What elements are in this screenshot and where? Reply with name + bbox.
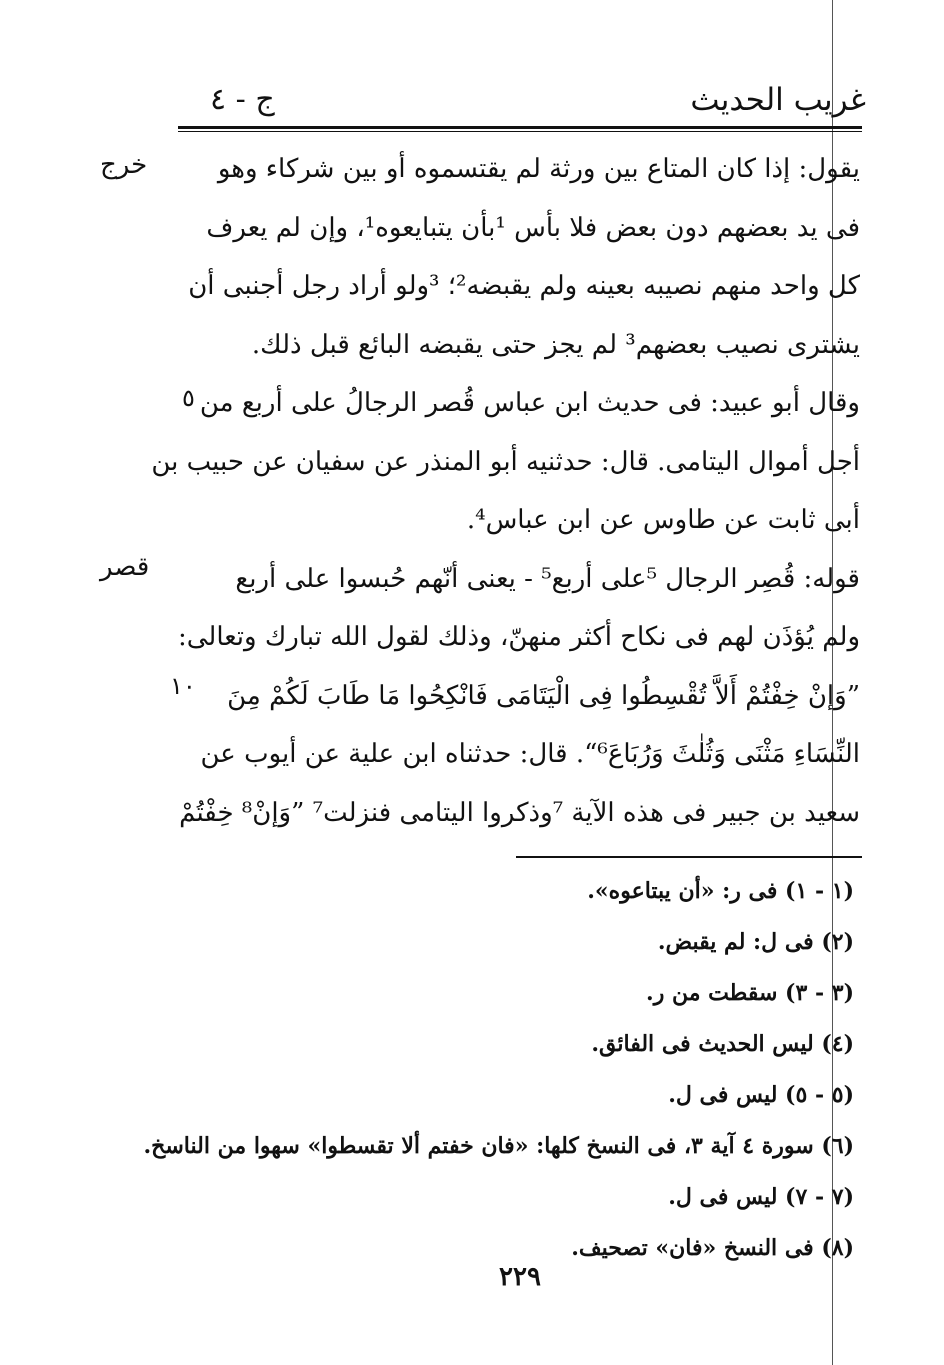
- margin-keyword-qasr: قصر: [100, 552, 150, 582]
- line-number-10: ١٠: [170, 672, 196, 700]
- page-number: ٢٢٩: [499, 1262, 541, 1292]
- text-line: النِّسَاءِ مَثْنَى وَثُلٰثَ وَرُبَاعَ⁶“. قال: حدثناه ابن علية عن أيوب عن: [200, 739, 860, 769]
- text-line: قوله: قُصِر الرجال ⁵على أربع⁵ - يعنى أنّهم حُبسوا على أربع: [235, 563, 860, 594]
- text-line: يشترى نصيب بعضهم³ لم يجز حتى يقبضه البائع قبل ذلك.: [251, 329, 860, 360]
- footnote: (٤) ليس الحديث فى الفائق.: [591, 1031, 854, 1057]
- text-line: ”وَإنْ خِفْتُمْ أَلاَّ تُقْسِطُوا فِى الْيَتَامَى فَانْكِحُوا مَا طَابَ لَكُمْ مِنَ: [227, 680, 860, 711]
- running-title: غريب الحديث: [690, 82, 866, 118]
- text-line: كل واحد منهم نصيبه بعينه ولم يقبضه²؛ ³ولو أراد رجل أجنبى أن: [188, 271, 860, 301]
- text-line: سعيد بن جبير فى هذه الآية ⁷وذكروا اليتامى فنزلت⁷ ”وَإنْ⁸ خِفْتُمْ: [179, 797, 860, 828]
- text-line: وقال أبو عبيد: فى حديث ابن عباس قُصر الرجالُ على أربع من: [199, 388, 860, 418]
- footnotes: [143, 866, 854, 1274]
- footnote: (٢) فى ل: لم يقبض.: [657, 929, 854, 955]
- text-line: أجل أموال اليتامى. قال: حدثنيه أبو المنذر عن سفيان عن حبيب بن: [151, 446, 860, 477]
- footnote: (١ - ١) فى ر: «أن يبتاعوه».: [587, 878, 854, 904]
- footnote: (٦) سورة ٤ آية ٣، فى النسخ كلها: «فان خفتم ألا تقسطوا» سهوا من الناسخ.: [143, 1133, 854, 1159]
- footnote-separator: [516, 856, 862, 858]
- line-number-5: ٥: [182, 384, 195, 412]
- footnote: (٣ - ٣) سقطت من ر.: [646, 980, 854, 1006]
- footnote: (٨) فى النسخ «فان» تصحيف.: [571, 1235, 854, 1261]
- text-line: يقول: إذا كان المتاع بين ورثة لم يقتسموه أو بين شركاء وهو: [217, 154, 860, 184]
- header-rule-thin: [178, 131, 862, 132]
- footnote: (٧ - ٧) ليس فى ل.: [668, 1184, 854, 1210]
- text-line: أبى ثابت عن طاوس عن ابن عباس⁴.: [466, 505, 860, 535]
- margin-keyword-khuruj: خرج: [100, 150, 148, 180]
- volume-indicator: ج - ٤: [210, 82, 275, 117]
- text-line: فى يد بعضهم دون بعض فلا بأس ¹بأن يتبايعوه¹، وإن لم يعرف: [206, 212, 860, 243]
- header-rule: [178, 126, 862, 129]
- footnote: (٥ - ٥) ليس فى ل.: [668, 1082, 854, 1108]
- text-line: ولم يُؤذَن لهم فى نكاح أكثر منهنّ، وذلك لقول الله تبارك وتعالى:: [177, 622, 860, 652]
